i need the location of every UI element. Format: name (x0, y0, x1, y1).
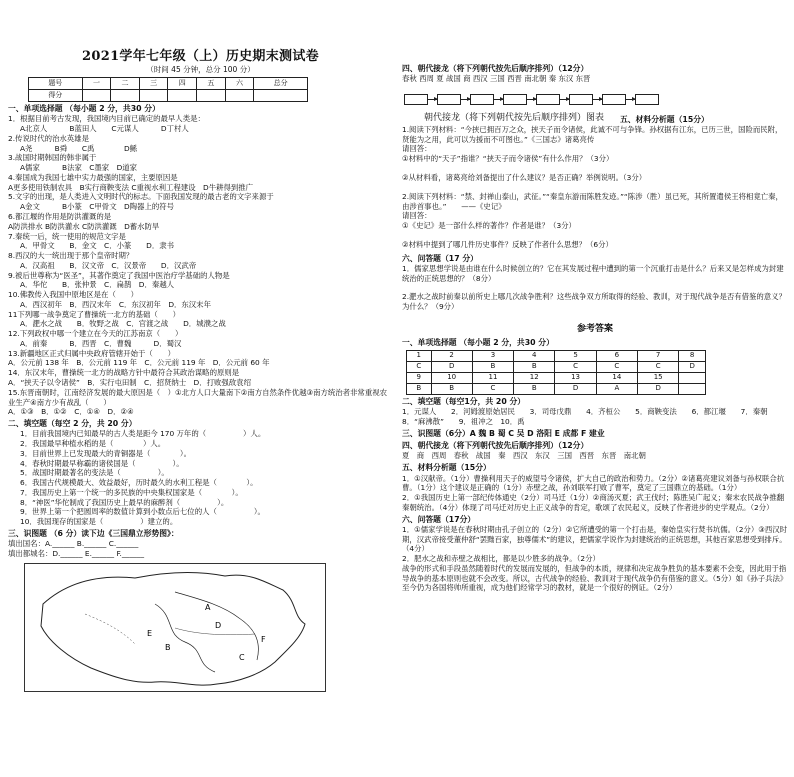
option-line: A防洪排水 B防洪灌水 C防洪灌溉 D蓄水防旱 (8, 221, 160, 231)
chain-box (569, 94, 593, 105)
chain-box (437, 94, 461, 105)
score-cell: 题号 (29, 78, 83, 90)
map-label-f: F (261, 634, 266, 644)
answer-cell: B (407, 384, 432, 395)
answer-cell: B (514, 384, 555, 395)
section1-body (8, 114, 393, 417)
score-cell (197, 90, 226, 102)
answer-cell: D (555, 384, 596, 395)
map-label-b: B (165, 642, 171, 652)
answer-cell: D (431, 362, 472, 373)
score-cell: 四 (168, 78, 197, 90)
answer-cell: 11 (472, 373, 513, 384)
exam-title: 2021学年七年级（上）历史期末测试卷 (82, 49, 319, 64)
answer-cell (679, 373, 706, 384)
answer-essay-text: 2．肥水之战和赤壁之战相比，都是以少胜多的战争。（2分） (402, 554, 600, 564)
score-cell: 六 (225, 78, 254, 90)
option-line: A．公元前 138 年 B．公元前 119 年 C．公元前 119 年 D．公元前 60 年 (8, 358, 270, 368)
answer-cell: D (638, 384, 679, 395)
fill-line: 9．世界上第一个把圆周率的数值计算到小数点后七位的人（ ）。 (20, 507, 265, 517)
map-fill-line: 填出都城名：D.______ E.______ F.______ (8, 549, 145, 559)
answer-table-row (407, 362, 706, 373)
chain-arrow (560, 99, 569, 100)
material-text: ②材料中提到了哪几件历史事件？反映了作者什么思想？（6分） (402, 239, 613, 249)
answer-space (402, 183, 788, 192)
answers-heading: 四、朝代接龙（将下列朝代按先后顺序排列）（12分） (402, 441, 589, 451)
score-cell (82, 90, 111, 102)
answer-table (406, 350, 706, 395)
section5-body (402, 125, 788, 250)
question-line: 1．根据目前考古发现，我国境内目前已确定的最早人类是： (8, 114, 205, 124)
answer-space (402, 164, 788, 173)
material-text: 请回答： (402, 144, 432, 154)
question-line: 11下列哪一战争奠定了曹操统一北方的基础（ ） (8, 309, 181, 319)
question-line: 14．东汉末年，曹操统一北方的战略方针中最符合其政治谋略的原则是 (8, 368, 240, 378)
section-heading: 一、单项选择题 （每小题 2 分，共30 分） (8, 104, 160, 114)
answer-cell: C (407, 362, 432, 373)
score-cell (225, 90, 254, 102)
question-line: 9.被后世尊称为“医圣”，其著作奠定了我国中医治疗学基础的人物是 (8, 270, 230, 280)
chain-box (536, 94, 560, 105)
option-line: A．甲骨文 B．金文 C．小篆 D．隶书 (20, 241, 175, 251)
section-heading: 五、材料分析题（15分） (620, 114, 709, 124)
answer-cell: 6 (596, 351, 637, 362)
answer-cell: 15 (638, 373, 679, 384)
exam-subtitle: （时间 45 分钟，总分 100 分） (146, 65, 255, 75)
answer-cell: 7 (638, 351, 679, 362)
option-line: A．“挟天子以令诸侯” B．实行屯田制 C．招贤纳士 D．打败强敌袁绍 (8, 378, 251, 387)
option-line: A尧 B舜 C禹 D鲧 (20, 143, 138, 153)
option-line: A金文 B小篆 C甲骨文 D陶器上的符号 (20, 202, 175, 212)
fill-line: 6．我国古代规模最大、效益最好，历时最久的水利工程是（ ）。 (20, 478, 258, 488)
score-cell: 三 (139, 78, 168, 90)
material-text: ②从材料看，诸葛亮给刘备提出了什么建议？是否正确？举例说明。（3分） (402, 172, 647, 182)
section-heading: 六、问答题（17 分） (402, 253, 478, 263)
answer-cell: 4 (514, 351, 555, 362)
fill-line: 4．春秋时期最早称霸的诸侯国是（ ）。 (20, 458, 184, 468)
fill-line: 5．战国时期最著名的变法是（ ）。 (20, 468, 169, 478)
option-line: A．①③ B．①② C．①④ D．②④ (8, 407, 134, 417)
answer-dynasty-order: 夏 商 西周 春秋 战国 秦 西汉 东汉 三国 西晋 东晋 南北朝 (402, 451, 646, 461)
answer-cell: 1 (407, 351, 432, 362)
chain-caption: 朝代接龙（将下列朝代按先后顺序排列）图表 (424, 113, 605, 124)
question-line: 3.战国时期韩国的韩非属于 (8, 153, 97, 163)
score-cell: 得分 (29, 90, 83, 102)
river-line (85, 614, 135, 644)
answer-cell: B (514, 362, 555, 373)
chain-arrow (593, 99, 602, 100)
map-outline (25, 564, 325, 691)
chain-arrow (428, 99, 437, 100)
question-line: 2.传说时代的治水英雄是 (8, 133, 89, 143)
dynasty-list: 春秋 西周 夏 战国 商 西汉 三国 西晋 南北朝 秦 东汉 东晋 (402, 74, 591, 84)
score-table-score-row (29, 90, 308, 102)
score-cell (168, 90, 197, 102)
fill-line: 8．“神医”华佗制成了我国历史上最早的麻醉剂（ ）。 (20, 497, 229, 507)
answers-heading: 二、填空题（每空1分，共 20 分） (402, 397, 526, 407)
question-line: 13.新疆地区正式归属中央政府管辖开始于（ ） (8, 348, 175, 358)
section2-body (8, 429, 393, 527)
score-cell: 二 (111, 78, 140, 90)
option-line: A儒家 B法家 C墨家 D道家 (20, 163, 138, 173)
chain-arrow (626, 99, 635, 100)
score-cell (254, 90, 308, 102)
answer-table-row (407, 384, 706, 395)
question-line: 7.秦统一后，统一使用的规范文字是 (8, 231, 126, 241)
answer-cell: 10 (431, 373, 472, 384)
three-kingdoms-map (24, 563, 326, 692)
answer-cell: 9 (407, 373, 432, 384)
score-cell (139, 90, 168, 102)
map-label-d: D (215, 620, 222, 630)
dynasty-chain (404, 94, 788, 105)
answer-cell: 2 (431, 351, 472, 362)
answer-cell: B (472, 362, 513, 373)
chain-box (602, 94, 626, 105)
material-text: 2.阅读下列材料：“禁、封禅山泰山，武征。”“秦皇东游而陈胜发迹。”“陈涉（胜）虽已死，其所置遣侯王将相竟亡秦，由涉首事也。” ——《史记》 (402, 191, 783, 211)
answer-table-row (407, 351, 706, 362)
chain-box (470, 94, 494, 105)
answer-space (402, 231, 788, 240)
fill-line: 7．我国历史上第一个统一的多民族的中央集权国家是（ ）。 (20, 487, 243, 497)
answer-cell (679, 384, 706, 395)
right-column (402, 0, 788, 593)
option-line: A更多使用铁制农具 B实行商鞅变法 C重视水利工程建设 D牛耕得到推广 (8, 182, 254, 192)
option-line: A．汉高祖 B．汉文帝 C．汉景帝 D．汉武帝 (20, 260, 197, 270)
answer-cell: A (596, 384, 637, 395)
answer-cell: C (472, 384, 513, 395)
chain-arrow (494, 99, 503, 100)
chain-box (404, 94, 428, 105)
score-cell: 总分 (254, 78, 308, 90)
chain-arrow (461, 99, 470, 100)
fill-line: 3．目前世界上已发现最大的青铜器是（ ）。 (20, 448, 191, 458)
option-line: A．华佗 B．张仲景 C．扁鹊 D．秦越人 (20, 280, 175, 290)
essay-question: 2.淝水之战时前秦以前所史上哪几次战争胜利？这些战争双方所取得的经验、教训，对于现代战争是否有借鉴的意义？为什么？（9分） (402, 292, 786, 312)
answer-cell: B (431, 384, 472, 395)
question-line: 8.西汉的大一统出现于那个皇帝时期？ (8, 251, 134, 261)
score-table-header-row (29, 78, 308, 90)
score-cell: 一 (82, 78, 111, 90)
section-heading: 二、填空题（每空 2 分，共 20 分） (8, 419, 137, 429)
answer-space (402, 283, 788, 292)
answer-cell: 8 (679, 351, 706, 362)
option-line: A．淝水之战 B．牧野之战 C．官渡之战 D．城濮之战 (20, 319, 226, 329)
fill-line: 1．目前我国境内已知最早的古人类是距今 170 万年的（ ）人。 (20, 429, 266, 439)
essay-question: 1．儒家思想学说是由谁在什么时候创立的？它在其发展过程中遭到的第一个沉重打击是什么？后来又是怎样成为封建统治的正统思想的？（8分） (402, 263, 784, 283)
option-line: A北京人 B蓝田人 C元谋人 D丁村人 (20, 124, 189, 134)
answer-essay-text: 战争的形式和手段虽然随着时代的发展而发展的，但战争的本质，规律和决定战争胜负的基本要素不会变，因此用于指导战争的基本原则也就不会改变。所以，古代战争的经验、教训对于现代战争仍有借鉴的意义。（5分）如《孙子兵法》至今仍为各国将帅所重视，成为他们经常学习的教材，就是一个很好的例证。（2分） (402, 563, 788, 593)
chain-box (635, 94, 659, 105)
question-line: 5.文字的出现，是人类进入文明时代的标志。下面我国发现的最古老的文字来源于 (8, 192, 274, 202)
answer-cell: 14 (596, 373, 637, 384)
section6-body (402, 264, 788, 312)
question-line: 6.都江堰的作用是防洪灌溉的是 (8, 211, 112, 221)
china-outline (41, 572, 305, 685)
score-table (28, 77, 308, 102)
section-heading: 四、朝代接龙（将下列朝代按先后顺序排列）（12分） (402, 64, 589, 73)
answer-cell: C (555, 362, 596, 373)
kingdom-border (155, 604, 215, 672)
answers-heading: 六、问答题（17分） (402, 514, 476, 524)
answers-heading: 一、单项选择题 （每小题 2 分，共30 分） (402, 337, 554, 347)
answer-cell: 13 (555, 373, 596, 384)
answer-material-text: 2．①我国历史上第一部纪传体通史（2分）司马迁（1分）②商汤灭夏；武王伐纣；陈胜吴广起义；秦末农民战争推翻秦朝统治。（4分）体现了司马迁对历史上正义战争的肯定，歌颂了农民起义，反映了作者进步的史学观点。（2分） (402, 493, 785, 512)
material-text: ①材料中的“天子”指谁？“挟天子而令诸侯”有什么作用？（3分） (402, 154, 614, 164)
question-line: 15.东晋南朝时，江南经济发展的最大原因是（ ）①北方人口大量南下②南方自然条件优越③南方统治者非常重视农业生产④南方少有战乱（ ） (8, 387, 387, 407)
answer-fill-line: 1．元谋人 2．河姆渡原始居民 3．司母戊鼎 4．齐桓公 5．商鞅变法 6．都江堰 7．秦朝 8．“麻沸散” 9．祖冲之 10．禹 (402, 407, 783, 427)
option-line: A．西汉初年 B．西汉末年 C．东汉初年 D．东汉末年 (20, 299, 211, 309)
material-text: 请回答： (402, 211, 432, 221)
question-line: 4.秦国成为我国七雄中实力最强的国家，主要原因是 (8, 172, 178, 182)
answer-cell: C (638, 362, 679, 373)
answer-cell: C (596, 362, 637, 373)
left-column (8, 0, 393, 692)
answer-cell: D (679, 362, 706, 373)
answers-heading: 三、识图题（6分）A 魏 B 蜀 C 吴 D 洛阳 E 成都 F 建业 (402, 428, 605, 438)
fill-line: 2．我国最早种植水稻的是（ ）人。 (20, 439, 166, 449)
chain-box (503, 94, 527, 105)
answer-cell: 3 (472, 351, 513, 362)
chain-caption-row (402, 105, 788, 125)
score-cell: 五 (197, 78, 226, 90)
material-text: ①《史记》是一部什么样的著作？作者是谁？（3分） (402, 221, 576, 231)
answer-cell: 5 (555, 351, 596, 362)
chain-arrow (527, 99, 536, 100)
material-text: 1.阅读下列材料：“今挟已拥百万之众，挟天子而令诸侯，此诚不可与争锋。孙权据有江东，已历三世，国险而民附，贤能为之用，此可以为援而不可图也。”《三国志》诸葛亮传 (402, 124, 783, 144)
score-cell (111, 90, 140, 102)
fill-line: 10．我国现存的国家是（ ）建立的。 (20, 517, 178, 527)
answer-essay-text: 1．①儒家学说是在春秋时期由孔子创立的（2分）②它所遭受的第一个打击是，秦始皇实行焚书坑儒。（2分）③西汉时期，汉武帝接受董仲舒“罢黜百家，独尊儒术”的建议，把儒家学说作为封建统治的正统思想，其他百家思想受到排斥。（4分） (402, 524, 788, 554)
map-fill-line: 填出国名：A.______ B.______ C.______ (8, 539, 139, 549)
section-heading: 三、识图题 （6 分）读下边《三国鼎立形势图》： (8, 529, 179, 538)
map-label-e: E (147, 628, 153, 638)
answer-table-row (407, 373, 706, 384)
question-line: 10.佛教传入我国中原地区是在（ ） (8, 290, 139, 300)
answers-heading: 五、材料分析题（15分） (402, 463, 491, 473)
question-line: 12.下列政权中哪一个建立在今天的江苏南京（ ） (8, 329, 183, 339)
map-label-a: A (205, 602, 211, 612)
answer-cell: 12 (514, 373, 555, 384)
answer-material-text: 1．①汉献帝。（1分）曹操利用天子的威望号令诸侯，扩大自己的政治和势力。（2分）②诸葛亮建议刘备与孙权联合抗曹。（1分）这个建议是正确的（1分）赤壁之战，孙刘联军打败了曹军，奠定了三国鼎立的基础。（1分） (402, 473, 785, 493)
map-label-c: C (239, 652, 245, 662)
option-line: A．前秦 B．西晋 C．曹魏 D．蜀汉 (20, 338, 182, 348)
answers-title: 参考答案 (576, 323, 613, 334)
